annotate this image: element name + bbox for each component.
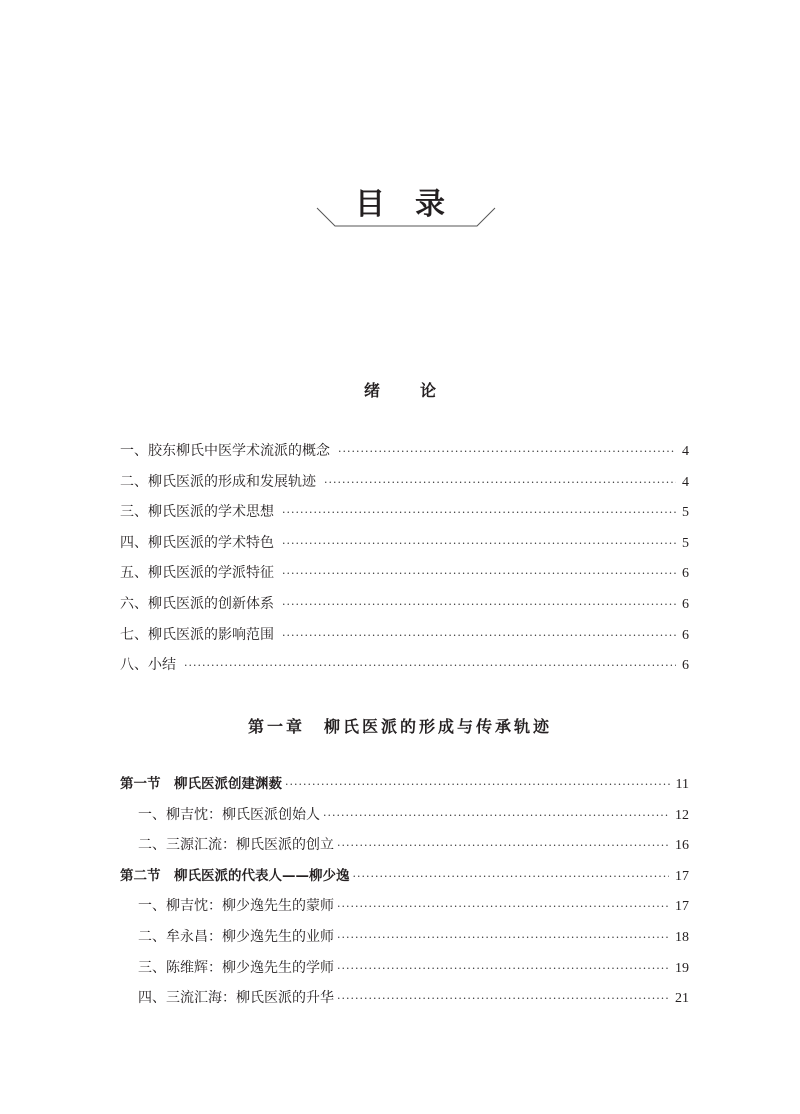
page-number: 16 bbox=[675, 838, 689, 854]
entry-label: 第一节 柳氏医派创建渊薮 bbox=[120, 776, 282, 792]
dot-leader bbox=[353, 867, 670, 887]
entry-label: 四、柳氏医派的学术特色 bbox=[120, 534, 274, 551]
chapter1-toc bbox=[120, 774, 689, 1019]
toc-entry[interactable] bbox=[120, 896, 689, 927]
page-number: 6 bbox=[682, 658, 689, 674]
toc-entry[interactable] bbox=[120, 502, 689, 533]
page-number: 12 bbox=[675, 807, 689, 823]
entry-label: 七、柳氏医派的影响范围 bbox=[120, 626, 274, 643]
page-number: 6 bbox=[682, 566, 689, 582]
dot-leader bbox=[337, 959, 669, 979]
toc-entry[interactable] bbox=[120, 835, 689, 866]
entry-label: 一、柳吉忱：柳氏医派创始人 bbox=[138, 806, 320, 823]
toc-entry[interactable] bbox=[120, 927, 689, 958]
dot-leader bbox=[184, 656, 676, 676]
toc-entry[interactable] bbox=[120, 958, 689, 989]
entry-label: 一、柳吉忱：柳少逸先生的蒙师 bbox=[138, 898, 334, 915]
entry-label: 一、胶东柳氏中医学术流派的概念 bbox=[120, 443, 330, 459]
entry-label: 五、柳氏医派的学派特征 bbox=[120, 565, 274, 582]
page-number: 5 bbox=[682, 535, 689, 551]
toc-entry[interactable] bbox=[120, 594, 689, 625]
page-number: 6 bbox=[682, 596, 689, 612]
page-title: 目录 bbox=[355, 187, 475, 222]
dot-leader bbox=[282, 595, 676, 615]
toc-entry[interactable] bbox=[120, 625, 689, 656]
toc-entry[interactable] bbox=[120, 655, 689, 686]
dot-leader bbox=[282, 503, 676, 523]
dot-leader bbox=[337, 836, 669, 856]
dot-leader bbox=[282, 564, 676, 584]
intro-toc bbox=[120, 441, 689, 686]
toc-entry[interactable] bbox=[120, 472, 689, 503]
page-number: 17 bbox=[675, 868, 689, 884]
entry-label: 二、柳氏医派的形成和发展轨迹 bbox=[120, 473, 316, 490]
entry-label: 六、柳氏医派的创新体系 bbox=[120, 595, 274, 612]
entry-label: 四、三流汇海：柳氏医派的升华 bbox=[138, 990, 334, 1007]
dot-leader bbox=[324, 473, 676, 493]
dot-leader bbox=[282, 534, 676, 554]
page-number: 17 bbox=[675, 899, 689, 915]
dot-leader bbox=[337, 897, 669, 917]
entry-label: 二、牟永昌：柳少逸先生的业师 bbox=[138, 928, 334, 945]
dot-leader bbox=[323, 806, 669, 826]
entry-label: 二、三源汇流：柳氏医派的创立 bbox=[138, 837, 334, 854]
intro-heading: 绪论 bbox=[363, 381, 476, 400]
entry-label: 三、柳氏医派的学术思想 bbox=[120, 504, 274, 521]
dot-leader bbox=[338, 442, 676, 462]
toc-entry[interactable] bbox=[120, 805, 689, 836]
dot-leader bbox=[337, 928, 669, 948]
entry-label: 三、陈维辉：柳少逸先生的学师 bbox=[138, 959, 334, 976]
chapter-heading: 第一章 柳氏医派的形成与传承轨迹 bbox=[247, 717, 552, 736]
entry-label: 第二节 柳氏医派的代表人——柳少逸 bbox=[120, 867, 350, 884]
page-number: 6 bbox=[682, 627, 689, 643]
page-number: 5 bbox=[682, 505, 689, 521]
entry-label: 八、小结 bbox=[120, 657, 176, 674]
page-number: 4 bbox=[682, 474, 689, 490]
page-number: 19 bbox=[675, 960, 689, 976]
toc-entry[interactable] bbox=[120, 988, 689, 1019]
toc-entry[interactable] bbox=[120, 563, 689, 594]
page-number: 21 bbox=[675, 991, 689, 1007]
dot-leader bbox=[337, 989, 669, 1009]
dot-leader bbox=[282, 626, 676, 646]
toc-section-entry[interactable] bbox=[120, 866, 689, 897]
page-number: 11 bbox=[675, 777, 689, 792]
dot-leader bbox=[285, 775, 670, 795]
page-number: 18 bbox=[675, 929, 689, 945]
page-number: 4 bbox=[682, 444, 689, 459]
toc-entry[interactable] bbox=[120, 533, 689, 564]
toc-entry[interactable] bbox=[120, 441, 689, 472]
toc-section-entry[interactable] bbox=[120, 774, 689, 805]
